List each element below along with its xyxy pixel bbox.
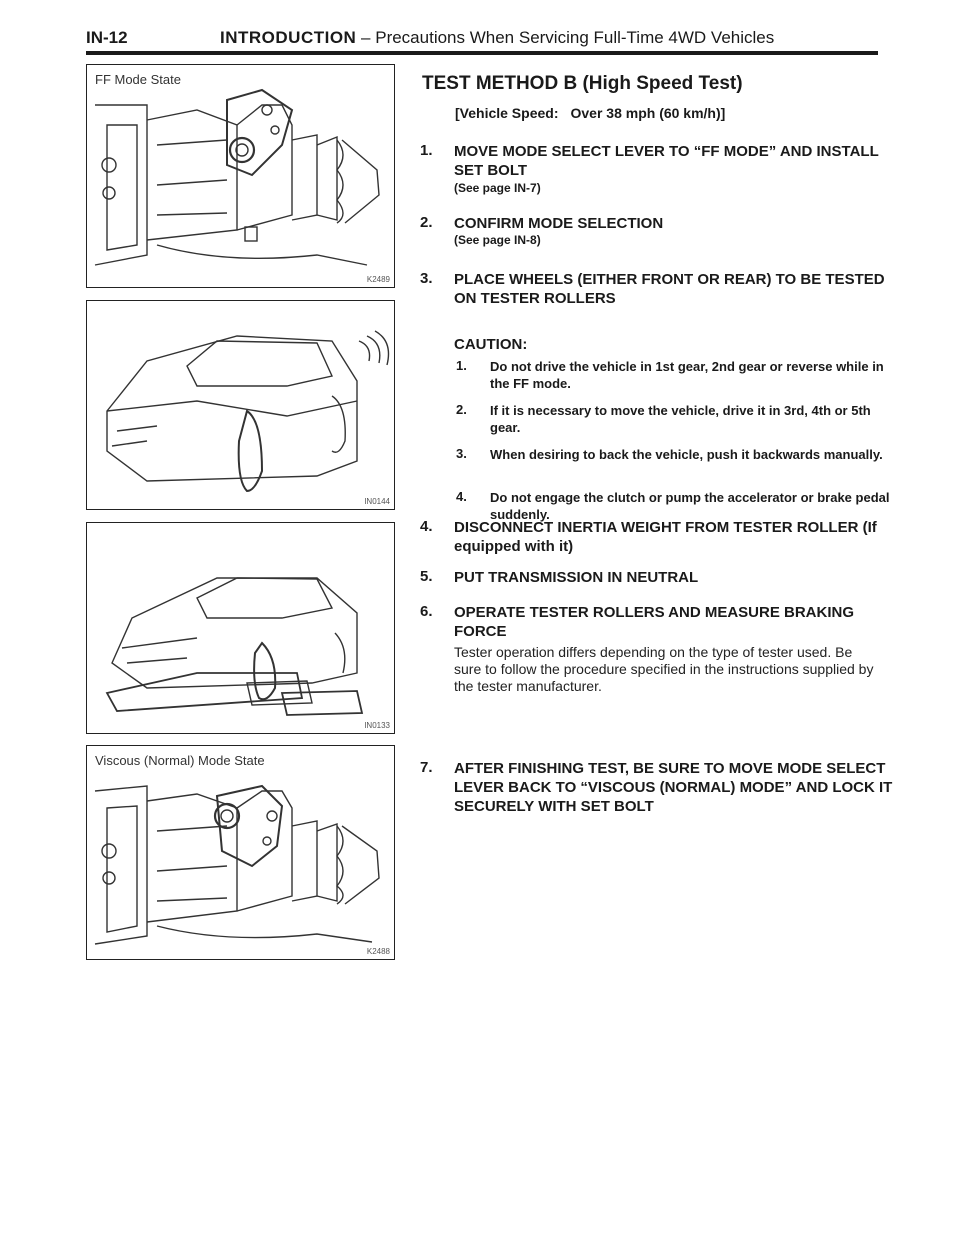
step-3	[420, 270, 885, 307]
step-number: 3.	[420, 270, 433, 287]
step-number: 6.	[420, 603, 433, 620]
step-1	[420, 142, 879, 179]
step-text: AFTER FINISHING TEST, BE SURE TO MOVE MODE SELECT LEVER BACK TO “VISCOUS (NORMAL) MODE” AND LOCK IT SECURELY WITH SET BOLT	[454, 760, 893, 815]
figure-car-tester	[86, 300, 395, 510]
caution-number: 2.	[456, 402, 467, 417]
step-number: 5.	[420, 568, 433, 585]
figure-car-rollers	[86, 522, 395, 734]
section-title: TEST METHOD B (High Speed Test)	[422, 73, 743, 94]
header-main: INTRODUCTION	[220, 28, 357, 47]
car-drawing	[87, 301, 394, 509]
step-number: 7.	[420, 759, 433, 776]
step-7	[420, 759, 893, 815]
caution-item-3	[456, 446, 883, 462]
vehicle-speed	[455, 105, 725, 121]
step-2	[420, 214, 664, 232]
step-6	[420, 603, 855, 640]
caution-text: Do not drive the vehicle in 1st gear, 2nd gear or reverse while in the FF mode.	[490, 359, 884, 391]
step-text: MOVE MODE SELECT LEVER TO “FF MODE” AND INSTALL SET BOLT	[454, 143, 879, 179]
step-text: PLACE WHEELS (EITHER FRONT OR REAR) TO BE TESTED ON TESTER ROLLERS	[454, 271, 885, 307]
caution-item-4	[456, 489, 890, 522]
caution-item-2	[456, 402, 871, 435]
figure-ff-mode	[86, 64, 395, 288]
step-number: 4.	[420, 518, 433, 535]
transfer-ff-drawing	[87, 65, 394, 287]
figure-caption: FF Mode State	[95, 72, 181, 87]
step-text: CONFIRM MODE SELECTION	[454, 215, 664, 232]
step-5	[420, 568, 699, 586]
step-6-note: Tester operation differs depending on the type of tester used. Be sure to follow the procedure specified in the instructions supplied by the tester manufacturer.	[454, 644, 874, 694]
caution-heading: CAUTION:	[454, 336, 528, 353]
caution-item-1	[456, 358, 884, 391]
page-number: IN-12	[86, 28, 128, 47]
figure-code: IN0133	[364, 721, 390, 730]
speed-label: [Vehicle Speed:	[455, 105, 559, 121]
figure-caption: Viscous (Normal) Mode State	[95, 753, 265, 768]
figure-code: K2489	[366, 275, 390, 284]
speed-value: Over 38 mph (60 km/h)]	[570, 105, 726, 121]
transfer-viscous-drawing	[87, 746, 394, 959]
step-4	[420, 518, 877, 555]
car-rollers-drawing	[87, 523, 394, 733]
caution-text: When desiring to back the vehicle, push it backwards manually.	[490, 447, 883, 462]
figure-code: IN0144	[364, 497, 390, 506]
step-2-ref: (See page IN-8)	[454, 233, 541, 247]
page-header-title	[220, 28, 774, 48]
step-text: DISCONNECT INERTIA WEIGHT FROM TESTER ROLLER (If equipped with it)	[454, 519, 877, 555]
header-rule	[86, 51, 878, 55]
step-number: 1.	[420, 142, 433, 159]
step-number: 2.	[420, 214, 433, 231]
caution-number: 3.	[456, 446, 467, 461]
caution-text: If it is necessary to move the vehicle, drive it in 3rd, 4th or 5th gear.	[490, 403, 871, 435]
figure-code: K2488	[366, 947, 390, 956]
caution-number: 1.	[456, 358, 467, 373]
step-text: PUT TRANSMISSION IN NEUTRAL	[454, 569, 699, 586]
step-1-ref: (See page IN-7)	[454, 181, 541, 195]
caution-text: Do not engage the clutch or pump the accelerator or brake pedal suddenly.	[490, 490, 890, 522]
figure-viscous-mode	[86, 745, 395, 960]
caution-number: 4.	[456, 489, 467, 504]
step-text: OPERATE TESTER ROLLERS AND MEASURE BRAKING FORCE	[454, 604, 855, 640]
header-sub: – Precautions When Servicing Full-Time 4WD Vehicles	[356, 28, 775, 47]
